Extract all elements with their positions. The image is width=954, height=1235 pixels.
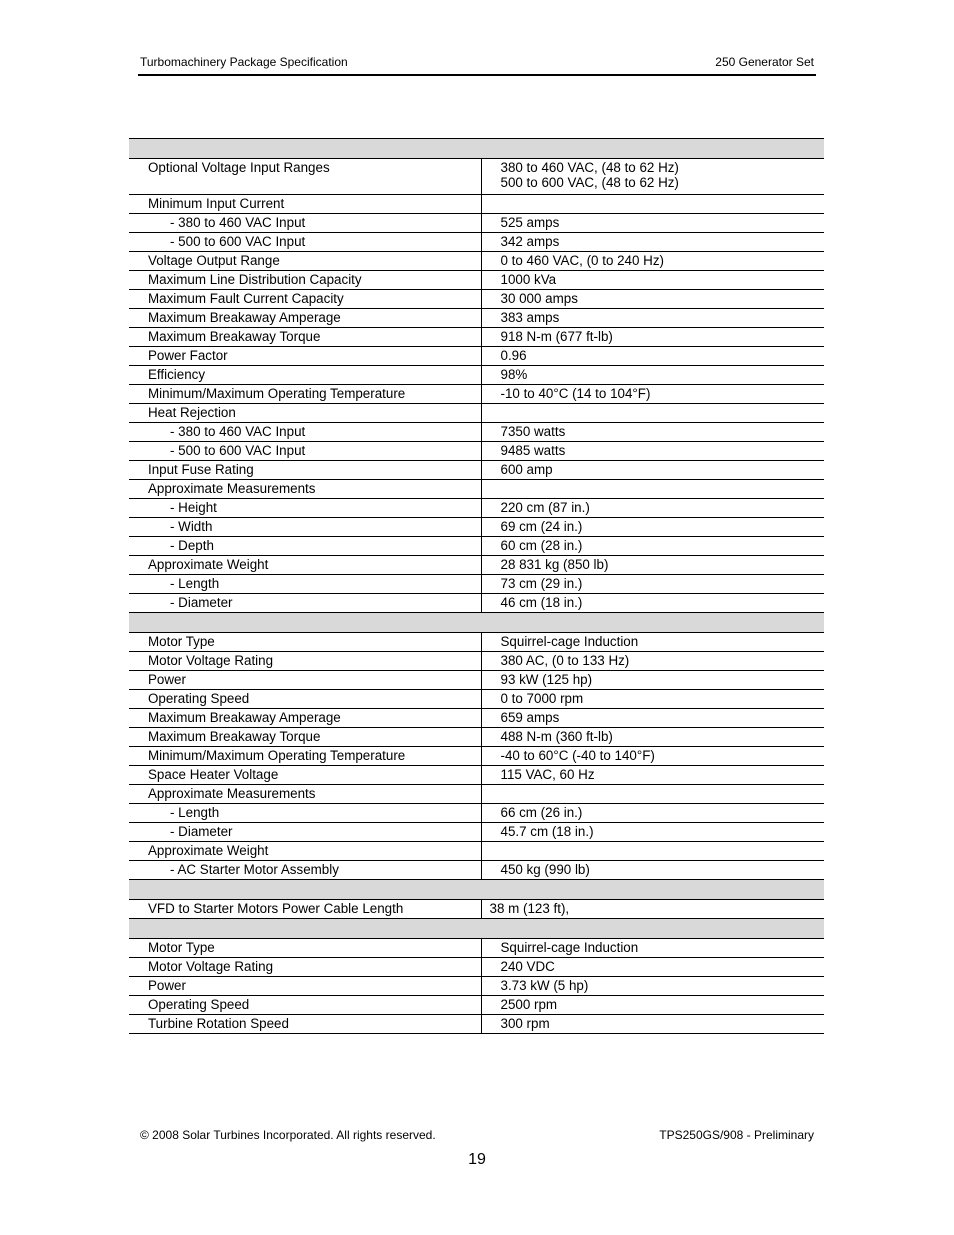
section-header-row: [129, 919, 824, 939]
spec-label: Voltage Output Range: [129, 252, 481, 271]
spec-value: [481, 442, 824, 461]
table-row: [129, 518, 824, 537]
spec-value: [481, 233, 824, 252]
spec-label: Power: [129, 977, 481, 996]
spec-value-line: 300 rpm: [500, 1016, 550, 1031]
table-row: [129, 939, 824, 958]
table-row: [129, 556, 824, 575]
spec-label: Approximate Weight: [129, 556, 481, 575]
table-row: [129, 671, 824, 690]
spec-value: [481, 671, 824, 690]
spec-value: [481, 861, 824, 880]
spec-value: [481, 996, 824, 1015]
table-row: [129, 461, 824, 480]
spec-value: [481, 842, 824, 861]
table-row: [129, 804, 824, 823]
section-header-row: [129, 613, 824, 633]
spec-label: Turbine Rotation Speed: [129, 1015, 481, 1034]
spec-value: [481, 804, 824, 823]
page-header: [140, 55, 814, 69]
spec-value: [481, 195, 824, 214]
table-row: [129, 328, 824, 347]
table-row: [129, 309, 824, 328]
spec-value-line: 46 cm (18 in.): [500, 595, 583, 610]
spec-value: [481, 347, 824, 366]
spec-value-line: 69 cm (24 in.): [500, 519, 583, 534]
spec-value: [481, 252, 824, 271]
spec-label: Power: [129, 671, 481, 690]
table-row: [129, 977, 824, 996]
spec-label: Operating Speed: [129, 690, 481, 709]
spec-value: [481, 709, 824, 728]
table-row: [129, 385, 824, 404]
table-row: [129, 480, 824, 499]
spec-value-line: 66 cm (26 in.): [500, 805, 583, 820]
spec-value-line: 659 amps: [500, 710, 560, 725]
spec-label: Maximum Line Distribution Capacity: [129, 271, 481, 290]
spec-value-line: 115 VAC, 60 Hz: [500, 767, 595, 782]
spec-value-line: 240 VDC: [500, 959, 555, 974]
spec-value: [481, 290, 824, 309]
spec-label: - Diameter: [129, 594, 481, 613]
spec-value: [481, 633, 824, 652]
spec-value: [481, 556, 824, 575]
spec-value: [481, 537, 824, 556]
spec-label: - 500 to 600 VAC Input: [129, 233, 481, 252]
spec-value: [481, 652, 824, 671]
spec-value-line: 9485 watts: [500, 443, 566, 458]
spec-value-line: Squirrel-cage Induction: [500, 634, 639, 649]
spec-value: [481, 977, 824, 996]
spec-value-line: 488 N-m (360 ft-lb): [500, 729, 613, 744]
spec-label: - Length: [129, 575, 481, 594]
spec-value-line: 38 m (123 ft),: [489, 901, 570, 916]
spec-label: Maximum Breakaway Amperage: [129, 309, 481, 328]
table-row: [129, 861, 824, 880]
table-row: [129, 366, 824, 385]
spec-value: [481, 499, 824, 518]
footer-document-id: TPS250GS/908 - Preliminary: [659, 1128, 814, 1142]
spec-value-line: 1000 kVa: [500, 272, 557, 287]
table-row: [129, 290, 824, 309]
spec-value-line: 380 AC, (0 to 133 Hz): [500, 653, 630, 668]
spec-label: Minimum Input Current: [129, 195, 481, 214]
spec-label: Minimum/Maximum Operating Temperature: [129, 747, 481, 766]
spec-value: [481, 214, 824, 233]
table-row: [129, 1015, 824, 1034]
spec-value: [481, 823, 824, 842]
spec-label: Space Heater Voltage: [129, 766, 481, 785]
spec-label: - Length: [129, 804, 481, 823]
table-row: [129, 766, 824, 785]
header-document-title: Turbomachinery Package Specification: [140, 55, 348, 69]
table-row: [129, 633, 824, 652]
spec-value: [481, 594, 824, 613]
page-footer: [140, 1128, 814, 1142]
table-row: [129, 214, 824, 233]
spec-label: Motor Type: [129, 939, 481, 958]
table-row: [129, 958, 824, 977]
spec-label: Maximum Fault Current Capacity: [129, 290, 481, 309]
spec-value: [481, 518, 824, 537]
spec-value: [481, 309, 824, 328]
spec-value-line: 45.7 cm (18 in.): [500, 824, 594, 839]
section-header-row: [129, 139, 824, 159]
spec-label: Approximate Weight: [129, 842, 481, 861]
table-row: [129, 747, 824, 766]
spec-label: Power Factor: [129, 347, 481, 366]
table-row: [129, 159, 824, 195]
specification-table: [129, 138, 824, 1034]
spec-label: Minimum/Maximum Operating Temperature: [129, 385, 481, 404]
spec-value: [481, 1015, 824, 1034]
spec-label: - 500 to 600 VAC Input: [129, 442, 481, 461]
spec-label: Optional Voltage Input Ranges: [129, 159, 481, 195]
spec-label: Maximum Breakaway Torque: [129, 728, 481, 747]
table-row: [129, 690, 824, 709]
spec-label: Efficiency: [129, 366, 481, 385]
spec-value: [481, 423, 824, 442]
spec-value-line: 30 000 amps: [500, 291, 578, 306]
spec-value-line: 60 cm (28 in.): [500, 538, 583, 553]
spec-value: [481, 690, 824, 709]
table-row: [129, 442, 824, 461]
spec-value-line: 73 cm (29 in.): [500, 576, 583, 591]
spec-label: Maximum Breakaway Torque: [129, 328, 481, 347]
table-row: [129, 996, 824, 1015]
spec-value-line: -40 to 60°C (-40 to 140°F): [500, 748, 655, 763]
footer-copyright: © 2008 Solar Turbines Incorporated. All rights reserved.: [140, 1128, 436, 1142]
spec-value-line: 500 to 600 VAC, (48 to 62 Hz): [500, 175, 679, 190]
spec-label: Approximate Measurements: [129, 785, 481, 804]
spec-label: Heat Rejection: [129, 404, 481, 423]
spec-value-line: 600 amp: [500, 462, 553, 477]
spec-value-line: 93 kW (125 hp): [500, 672, 593, 687]
table-row: [129, 575, 824, 594]
table-row: [129, 537, 824, 556]
section-header-bar: [129, 139, 824, 159]
table-row: [129, 900, 824, 919]
spec-value-line: Squirrel-cage Induction: [500, 940, 639, 955]
spec-label: Motor Voltage Rating: [129, 958, 481, 977]
spec-value-line: -10 to 40°C (14 to 104°F): [500, 386, 651, 401]
header-rule: [138, 74, 816, 76]
spec-value-line: 0 to 7000 rpm: [500, 691, 584, 706]
spec-value: [481, 404, 824, 423]
spec-label: Maximum Breakaway Amperage: [129, 709, 481, 728]
header-product-name: 250 Generator Set: [715, 55, 814, 69]
table-row: [129, 233, 824, 252]
spec-value-line: 383 amps: [500, 310, 560, 325]
spec-label: Motor Voltage Rating: [129, 652, 481, 671]
spec-value: [481, 939, 824, 958]
spec-label: - 380 to 460 VAC Input: [129, 423, 481, 442]
spec-value-line: 0 to 460 VAC, (0 to 240 Hz): [500, 253, 664, 268]
table-row: [129, 842, 824, 861]
spec-value: [481, 785, 824, 804]
spec-value: [481, 366, 824, 385]
spec-value: [481, 461, 824, 480]
table-row: [129, 347, 824, 366]
spec-value: [481, 328, 824, 347]
section-header-bar: [129, 880, 824, 900]
table-row: [129, 652, 824, 671]
spec-label: Operating Speed: [129, 996, 481, 1015]
table-row: [129, 404, 824, 423]
spec-label: Input Fuse Rating: [129, 461, 481, 480]
table-row: [129, 499, 824, 518]
section-header-bar: [129, 613, 824, 633]
spec-value-line: 450 kg (990 lb): [500, 862, 590, 877]
spec-value: [481, 159, 824, 195]
spec-value-line: 2500 rpm: [500, 997, 558, 1012]
spec-label: VFD to Starter Motors Power Cable Length: [129, 900, 481, 919]
table-row: [129, 423, 824, 442]
spec-value: [481, 385, 824, 404]
spec-value-line: 380 to 460 VAC, (48 to 62 Hz): [500, 160, 679, 175]
spec-label: - Diameter: [129, 823, 481, 842]
page-number: 19: [468, 1151, 486, 1168]
spec-label: Approximate Measurements: [129, 480, 481, 499]
spec-value: [481, 575, 824, 594]
spec-value: [481, 900, 824, 919]
spec-label: - Height: [129, 499, 481, 518]
spec-label: Motor Type: [129, 633, 481, 652]
spec-value: [481, 766, 824, 785]
table-row: [129, 785, 824, 804]
spec-value: [481, 271, 824, 290]
spec-label: - AC Starter Motor Assembly: [129, 861, 481, 880]
table-row: [129, 728, 824, 747]
spec-value-line: 7350 watts: [500, 424, 566, 439]
spec-value-line: 918 N-m (677 ft-lb): [500, 329, 613, 344]
spec-value-line: 0.96: [500, 348, 527, 363]
spec-value-line: 98%: [500, 367, 528, 382]
table-row: [129, 594, 824, 613]
spec-value: [481, 728, 824, 747]
spec-value-line: 342 amps: [500, 234, 560, 249]
table-row: [129, 271, 824, 290]
spec-label: - 380 to 460 VAC Input: [129, 214, 481, 233]
spec-label: - Depth: [129, 537, 481, 556]
table-row: [129, 195, 824, 214]
section-header-row: [129, 880, 824, 900]
spec-value: [481, 747, 824, 766]
spec-value-line: 28 831 kg (850 lb): [500, 557, 609, 572]
spec-value: [481, 958, 824, 977]
table-row: [129, 823, 824, 842]
section-header-bar: [129, 919, 824, 939]
spec-value-line: 525 amps: [500, 215, 560, 230]
table-row: [129, 252, 824, 271]
spec-value-line: 3.73 kW (5 hp): [500, 978, 589, 993]
spec-value: [481, 480, 824, 499]
table-row: [129, 709, 824, 728]
spec-value-line: 220 cm (87 in.): [500, 500, 590, 515]
spec-label: - Width: [129, 518, 481, 537]
